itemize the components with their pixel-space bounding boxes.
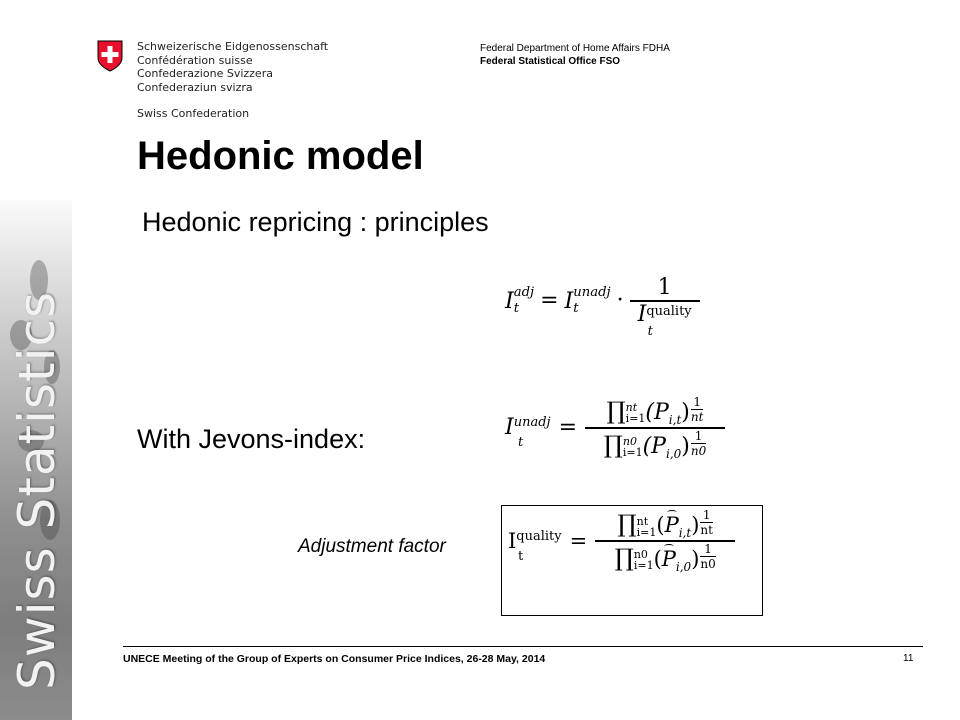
confederation-line: Confederazione Svizzera — [137, 67, 273, 81]
slide-title: Hedonic model — [137, 134, 424, 178]
confederation-line: Schweizerische Eidgenossenschaft — [137, 40, 329, 53]
eq2-numerator: ∏ nt i=1 $(P_{i,t})$ $\frac{1}{nt}$ — [606, 395, 704, 428]
eq1-fraction — [630, 275, 700, 339]
jevons-label: With Jevons-index: — [137, 424, 366, 454]
slide-subtitle: Hedonic repricing : principles — [142, 207, 489, 237]
eq1-lhs: $I^{adj}$ t — [505, 285, 535, 317]
adjustment-factor-label: Adjustment factor — [298, 536, 446, 557]
department-block — [480, 42, 670, 68]
equals-sign: = — [558, 415, 577, 441]
equals-sign: = — [540, 288, 559, 314]
multiply-dot: · — [616, 288, 624, 314]
page-number: 11 — [903, 653, 914, 664]
footer-divider — [123, 646, 923, 647]
equals-sign: = — [569, 528, 588, 553]
confederation-line: Confederaziun svizra — [137, 80, 253, 94]
eq2-denominator: ∏ n0 i=1 $(P_{i,0})$ $\frac{1}{n0}$ — [603, 428, 707, 461]
office-name: Federal Statistical Office FSO — [480, 56, 621, 67]
confederation-names — [137, 40, 328, 94]
footer-meeting-text: UNECE Meeting of the Group of Experts on Consumer Price Indices, 26-28 May, 2014 — [123, 653, 546, 665]
eq2-lhs: $I^{unadj}$ t — [505, 415, 551, 451]
confederation-line: Confédération suisse — [137, 53, 253, 67]
formula-quality-adjustment — [508, 508, 735, 574]
eq2-fraction — [585, 395, 725, 461]
eq1-numerator: 1 — [657, 275, 672, 300]
swiss-statistics-brand: Swiss Statistics — [8, 290, 66, 690]
eq3-numerator: ∏ nt i=1 $(P_{i,t})$ $\frac{1}{nt}$ — [617, 508, 713, 541]
formula-jevons-index — [505, 395, 725, 461]
formula-adjusted-index — [505, 275, 700, 339]
eq1-denominator: $I^{quality}$ t — [637, 301, 692, 339]
swiss-flag-icon — [96, 40, 124, 72]
eq3-denominator: ∏ n0 i=1 $(P_{i,0})$ $\frac{1}{n0}$ — [614, 541, 716, 574]
eq1-rhs: $I^{unadj}$ t — [564, 285, 611, 317]
swiss-confederation-label: Swiss Confederation — [137, 107, 250, 120]
department-name: Federal Department of Home Affairs FDHA — [480, 43, 670, 54]
eq3-lhs: $I^{quality}$ t — [508, 528, 562, 564]
eq3-fraction — [595, 508, 735, 574]
